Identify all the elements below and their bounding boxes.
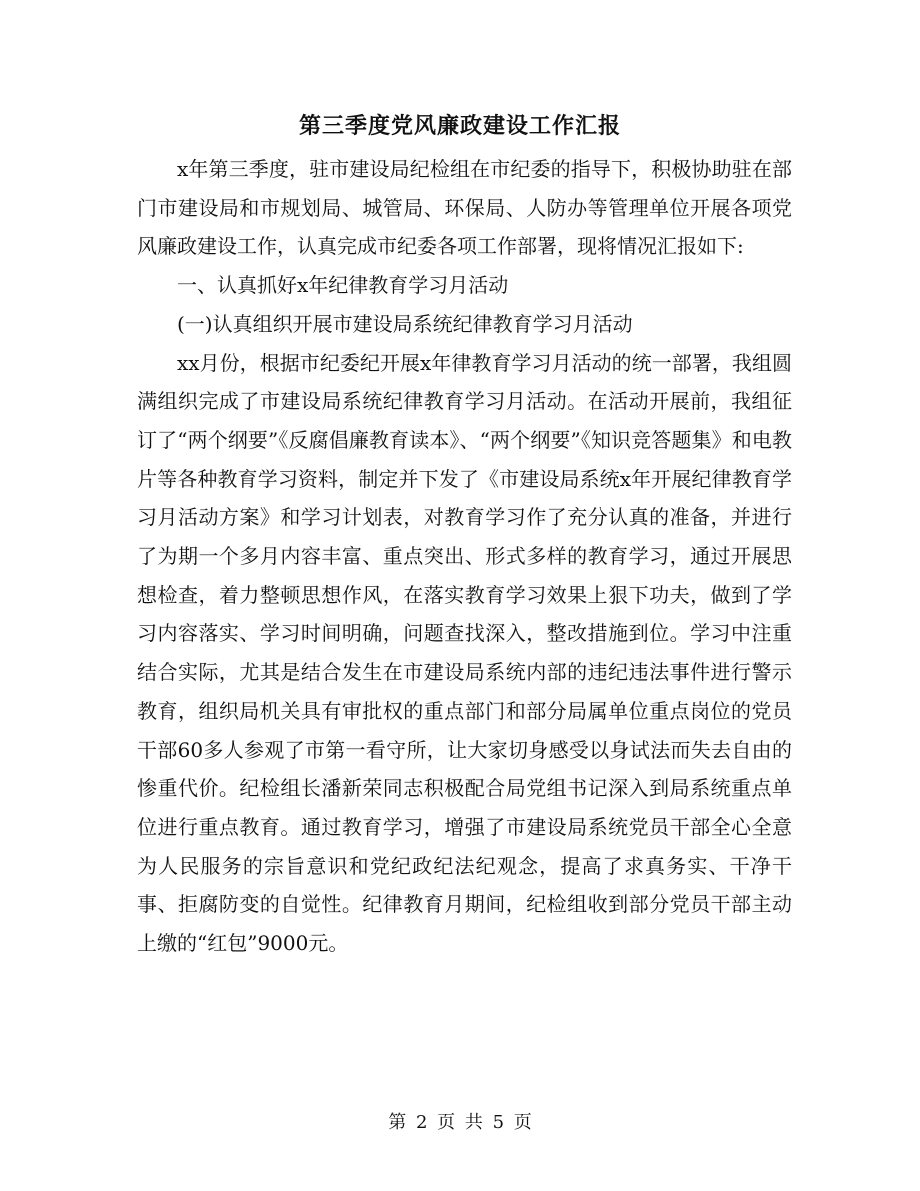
intro-paragraph: x年第三季度，驻市建设局纪检组在市纪委的指导下，积极协助驻在部门市建设局和市规划局、城管局、环保局、人防办等管理单位开展各项党风廉政建设工作，认真完成市纪委各项工作部署，现将情况汇报如下: <box>137 157 792 259</box>
document-body <box>137 150 792 963</box>
body-paragraph: xx月份，根据市纪委纪开展x年律教育学习月活动的统一部署，我组圆满组织完成了市建设局系统纪律教育学习月活动。在活动开展前，我组征订了“两个纲要”《反腐倡廉教育读本》、“两个纲要”《知识竞答题集》和电教片等各种教育学习资料，制定并下发了《市建设局系统x年开展纪律教育学习月活动方案》和学习计划表，对教育学习作了充分认真的准备，并进行了为期一个多月内容丰富、重点突出、形式多样的教育学习，通过开展思想检查，着力整顿思想作风，在落实教育学习效果上狠下功夫，做到了学习内容落实、学习时间明确，问题查找深入，整改措施到位。学习中注重结合实际，尤其是结合发生在市建设局系统内部的违纪违法事件进行警示教育，组织局机关具有审批权的重点部门和部分局属单位重点岗位的党员干部60多人参观了市第一看守所，让大家切身感受以身试法而失去自由的惨重代价。纪检组长潘新荣同志积极配合局党组书记深入到局系统重点单位进行重点教育。通过教育学习，增强了市建设局系统党员干部全心全意为人民服务的宗旨意识和党纪政纪法纪观念，提高了求真务实、干净干事、拒腐防变的自觉性。纪律教育月期间，纪检组收到部分党员干部主动上缴的“红包”9000元。 <box>137 350 792 956</box>
subsection-heading: (一)认真组织开展市建设局系统纪律教育学习月活动 <box>177 311 633 336</box>
section-heading: 一、认真抓好x年纪律教育学习月活动 <box>177 273 509 298</box>
page-number-footer: 第 2 页 共 5 页 <box>388 1112 532 1133</box>
document-title: 第三季度党风廉政建设工作汇报 <box>298 113 621 139</box>
